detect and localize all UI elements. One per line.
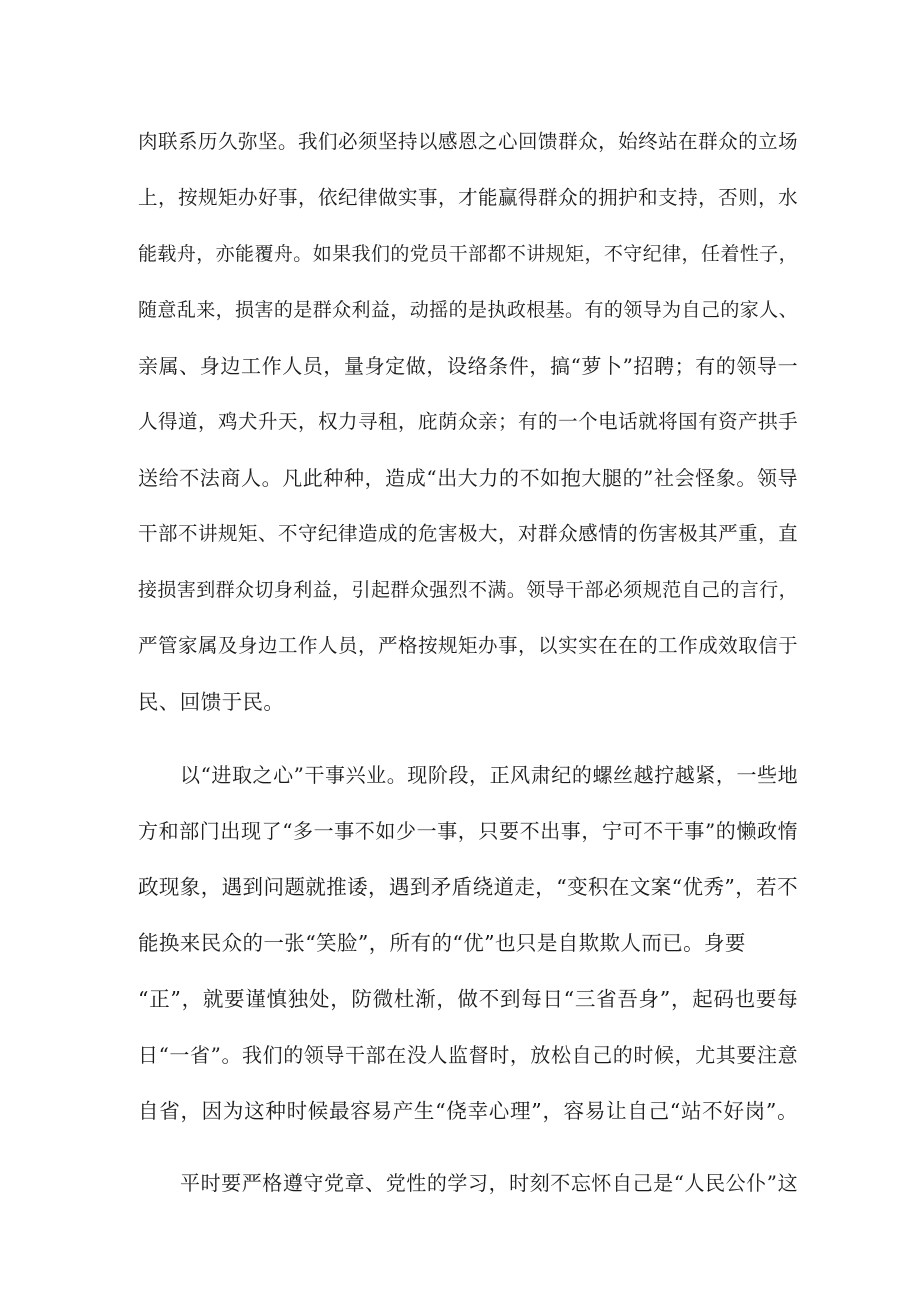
paragraph-1-line-9: 接损害到群众切身利益，引起群众强烈不满。领导干部必须规范自己的言行， [138, 579, 798, 601]
paragraph-1-line-8: 干部不讲规矩、不守纪律造成的危害极大，对群众感情的伤害极其严重，直 [138, 522, 798, 545]
paragraph-2-line-5: “正”，就要谨慎独处，防微杜渐，做不到每日“三省吾身”，起码也要每 [138, 987, 798, 1011]
paragraph-1-line-3: 能载舟，亦能覆舟。如果我们的党员干部都不讲规矩，不守纪律，任着性子， [138, 243, 798, 265]
paragraph-1-line-4: 随意乱来，损害的是群众利益，动摇的是执政根基。有的领导为自己的家人、 [138, 299, 798, 321]
paragraph-2-line-1: 以“进取之心”干事兴业。现阶段，正风肃纪的螺丝越拧越紧，一些地 [180, 763, 798, 787]
paragraph-1-line-6: 人得道，鸡犬升天，权力寻租，庇荫众亲；有的一个电话就将国有资产拱手 [138, 410, 798, 433]
paragraph-2-line-7: 自省，因为这种时候最容易产生“侥幸心理”，容易让自己“站不好岗”。 [138, 1099, 798, 1123]
paragraph-1-line-1: 肉联系历久弥坚。我们必须坚持以感恩之心回馈群众，始终站在群众的立场 [138, 130, 798, 153]
paragraph-1-line-10: 严管家属及身边工作人员，严格按规矩办事，以实实在在的工作成效取信于 [138, 634, 798, 657]
paragraph-2-line-3: 政现象，遇到问题就推诿，遇到矛盾绕道走，“变积在文案“优秀”，若不 [138, 875, 798, 899]
paragraph-2-line-6: 日“一省”。我们的领导干部在没人监督时，放松自己的时候，尤其要注意 [138, 1043, 798, 1067]
paragraph-1-line-7: 送给不法商人。凡此种种，造成“出大力的不如抱大腿的”社会怪象。领导 [138, 466, 798, 490]
paragraph-2-line-2: 方和部门出现了“多一事不如少一事，只要不出事，宁可不干事”的懒政惰 [138, 819, 798, 843]
paragraph-1-line-2: 上，按规矩办好事，依纪律做实事，才能赢得群众的拥护和支持，否则，水 [138, 186, 798, 209]
paragraph-1-line-5: 亲属、身边工作人员，量身定做，设络条件，搞“萝卜”招聘；有的领导一 [138, 354, 798, 378]
paragraph-1-line-11: 民、回馈于民。 [138, 690, 285, 714]
paragraph-2-line-4: 能换来民众的一张“笑脸”，所有的“优”也只是自欺欺人而已。身要 [138, 931, 746, 955]
paragraph-3-line-1: 平时要严格遵守党章、党性的学习，时刻不忘怀自己是“人民公仆”这 [180, 1171, 798, 1195]
